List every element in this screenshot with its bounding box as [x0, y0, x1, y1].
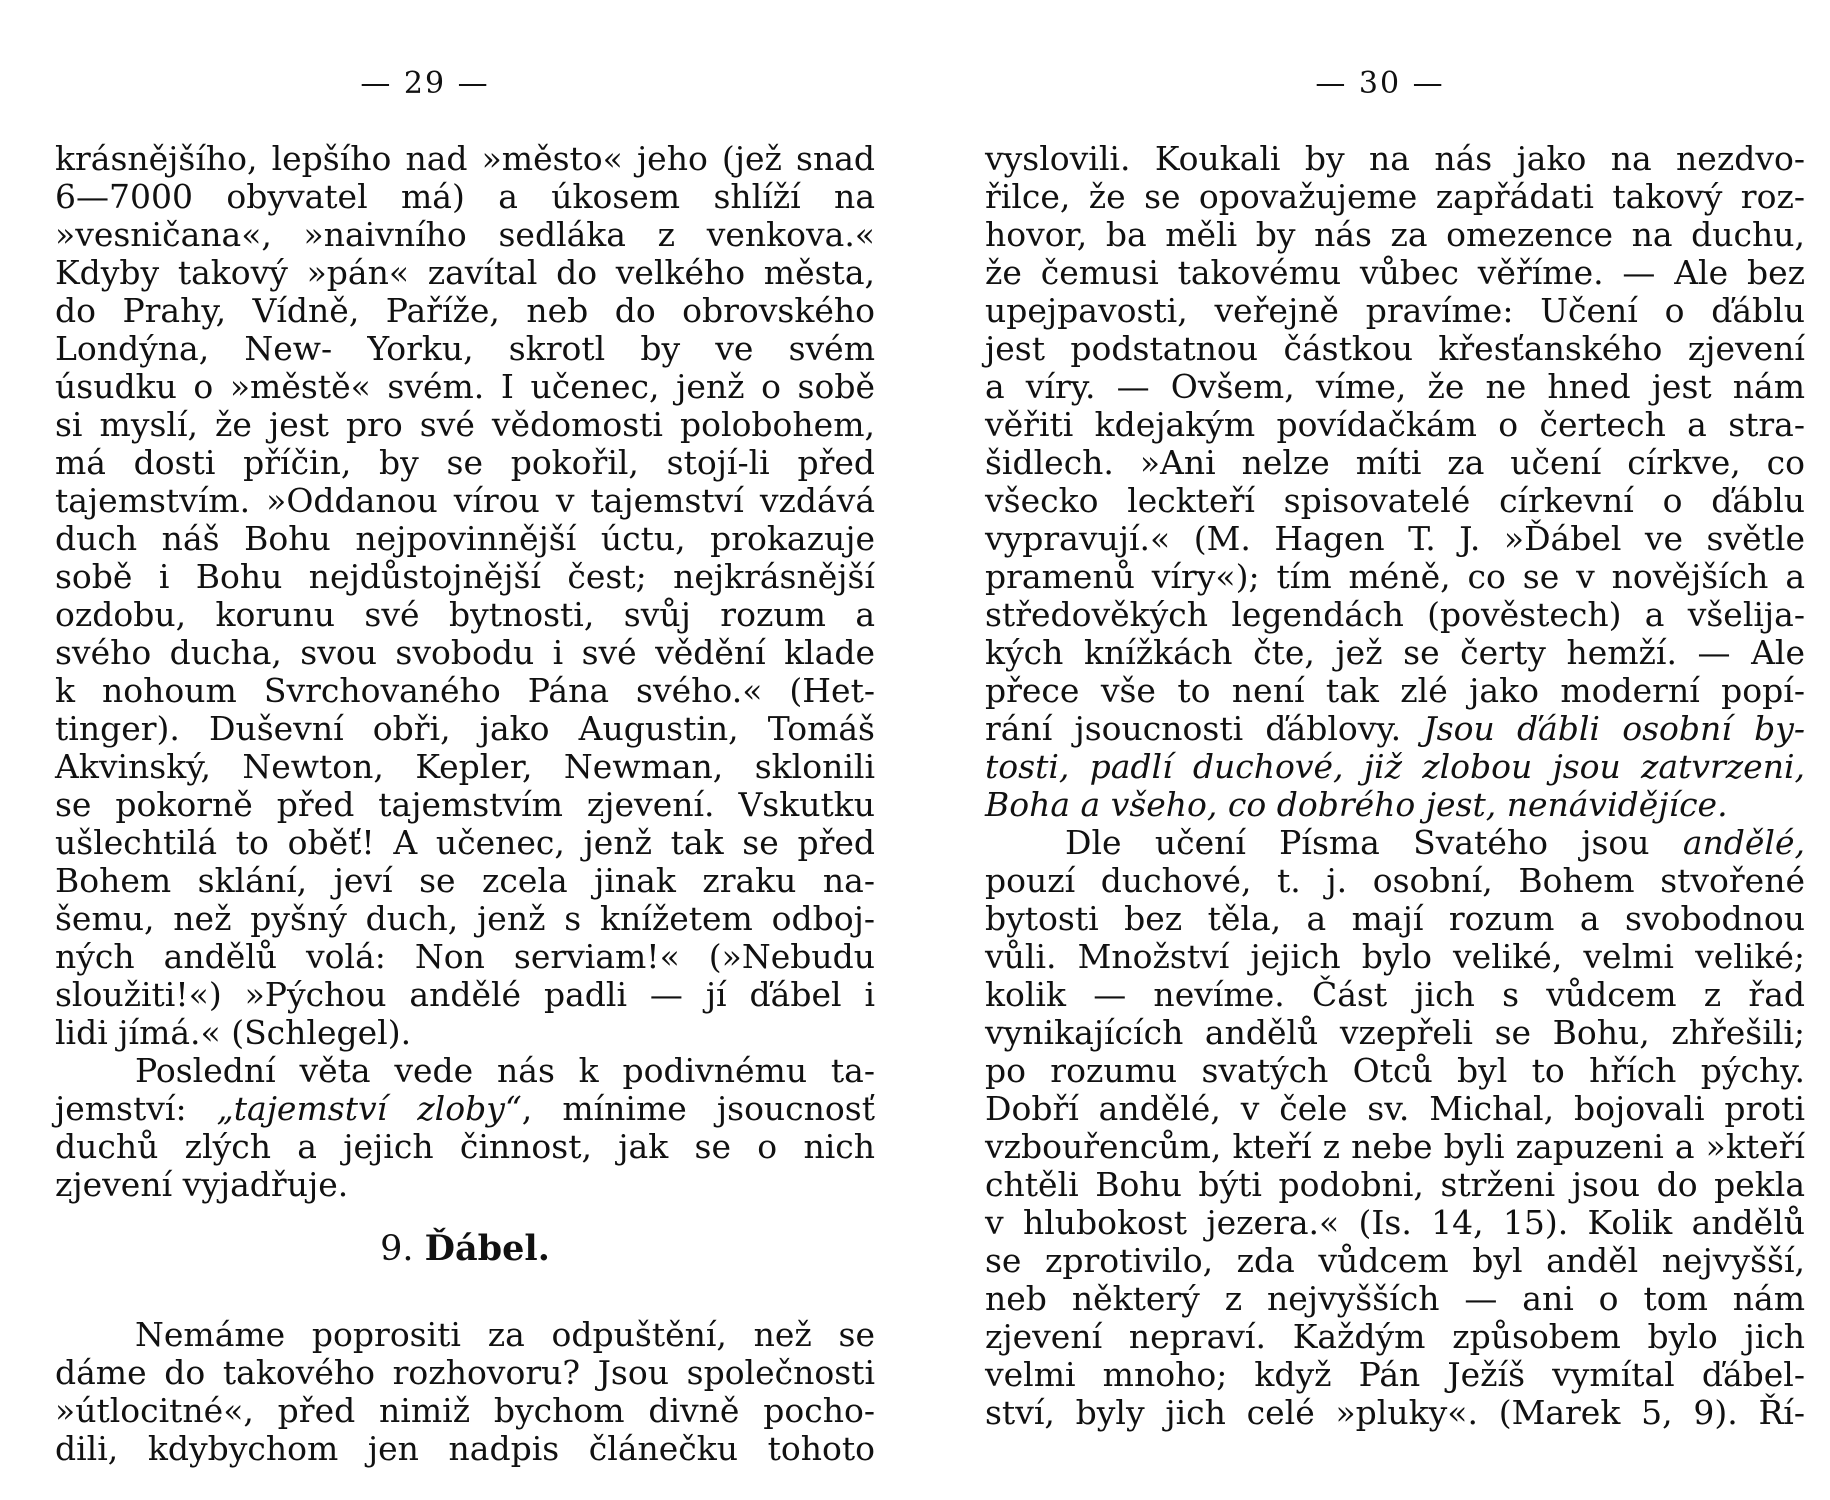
text-line: jest podstatnou částkou křesťanského zjevení: [985, 329, 1805, 368]
text-line: »vesničana«, »naivního sedláka z venkova.«: [55, 215, 875, 254]
text-line: [985, 824, 1805, 862]
italic-emphasis: Boha a všeho, co dobrého jest, nenávidějíce.: [985, 785, 1728, 824]
text-line: tinger). Duševní obři, jako Augustin, Tomáš: [55, 709, 875, 748]
text-line: se zprotivilo, zda vůdcem byl anděl nejvyšší,: [985, 1241, 1805, 1280]
text-span: jemství:: [55, 1089, 217, 1128]
text-line: si myslí, že jest pro své vědomosti polobohem,: [55, 405, 875, 444]
text-line: vypravují.« (M. Hagen T. J. »Ďábel ve světle: [985, 519, 1805, 558]
text-line: se pokorně před tajemstvím zjevení. Vskutku: [55, 785, 875, 824]
heading-number: 9.: [380, 1229, 414, 1269]
text-span: Dle učení Písma Svatého jsou: [1065, 823, 1683, 862]
text-line: Londýna, New- Yorku, skrotl by ve svém: [55, 329, 875, 368]
text-line: ozdobu, korunu své bytnosti, svůj rozum a: [55, 595, 875, 634]
text-line: kolik — nevíme. Část jich s vůdcem z řad: [985, 975, 1805, 1014]
text-line: po rozumu svatých Otců byl to hřích pýchy.: [985, 1051, 1805, 1090]
text-line: vzbouřencům, kteří z nebe byli zapuzeni a »kteří: [985, 1127, 1805, 1166]
spacer: [55, 1294, 875, 1316]
text-line: »útlocitné«, před nimiž bychom divně pocho-: [55, 1391, 875, 1430]
left-page-text: [55, 140, 875, 1468]
text-line: neb některý z nejvyšších — ani o tom nám: [985, 1279, 1805, 1318]
text-line: ství, byly jich celé »pluky«. (Marek 5, 9). Ří-: [985, 1393, 1805, 1432]
text-line: Nemáme poprositi za odpuštění, než se: [135, 1315, 875, 1354]
text-line: krásnějšího, lepšího nad »město« jeho (jež snad: [55, 139, 875, 178]
text-line: vyslovili. Koukali by na nás jako na nezdvo-: [985, 139, 1805, 178]
text-line: Poslední věta vede nás k podivnému ta-: [135, 1051, 875, 1090]
text-line: přece vše to není tak zlé jako moderní popí-: [985, 671, 1805, 710]
text-line: a víry. — Ovšem, víme, že ne hned jest nám: [985, 367, 1805, 406]
text-line: Akvinský, Newton, Kepler, Newman, sklonili: [55, 747, 875, 786]
text-line: zjevení nepraví. Každým způsobem bylo jich: [985, 1317, 1805, 1356]
text-line: dáme do takového rozhovoru? Jsou společnosti: [55, 1353, 875, 1392]
text-line: že čemusi takovému vůbec věříme. — Ale bez: [985, 253, 1805, 292]
text-line: Kdyby takový »pán« zavítal do velkého města,: [55, 253, 875, 292]
text-line: do Prahy, Vídně, Paříže, neb do obrovského: [55, 291, 875, 330]
text-line: duch náš Bohu nejpovinnější úctu, prokazuje: [55, 519, 875, 558]
text-line: ušlechtilá to oběť! A učenec, jenž tak se před: [55, 823, 875, 862]
italic-emphasis: tosti, padlí duchové, již zlobou jsou zatvrzeni,: [985, 747, 1805, 786]
page-number-right: — 30 —: [1315, 66, 1445, 101]
text-line: svého ducha, svou svobodu i své vědění klade: [55, 633, 875, 672]
text-line: [985, 748, 1805, 786]
text-line: [55, 1090, 875, 1128]
text-line: řilce, že se opovažujeme zapřádati takový roz-: [985, 177, 1805, 216]
text-line: věřiti kdejakým povídačkám o čertech a stra-: [985, 405, 1805, 444]
text-line: upejpavosti, veřejně pravíme: Učení o ďáblu: [985, 291, 1805, 330]
text-line: dili, kdybychom jen nadpis článečku tohoto: [55, 1429, 875, 1468]
text-line: sloužiti!«) »Pýchou andělé padli — jí ďábel i: [55, 975, 875, 1014]
text-line: [985, 710, 1805, 748]
text-span: rání jsoucnosti ďáblovy.: [985, 709, 1424, 748]
text-line: úsudku o »městě« svém. I učenec, jenž o sobě: [55, 367, 875, 406]
text-line: hovor, ba měli by nás za omezence na duchu,: [985, 215, 1805, 254]
text-line: šidlech. »Ani nelze míti za učení církve, co: [985, 443, 1805, 482]
text-line: k nohoum Svrchovaného Pána svého.« (Het-: [55, 671, 875, 710]
section-heading: [55, 1204, 875, 1294]
text-line: lidi jímá.« (Schlegel).: [55, 1013, 412, 1052]
text-line: sobě i Bohu nejdůstojnější čest; nejkrásnější: [55, 557, 875, 596]
text-line: 6—7000 obyvatel má) a úkosem shlíží na: [55, 177, 875, 216]
text-line: bytosti bez těla, a mají rozum a svobodnou: [985, 899, 1805, 938]
text-line: duchů zlých a jejich činnost, jak se o nich: [55, 1127, 875, 1166]
italic-emphasis: Jsou ďábli osobní by-: [1423, 709, 1806, 748]
text-line: středověkých legendách (pověstech) a všelija-: [985, 595, 1805, 634]
heading-title: Ďábel.: [424, 1228, 550, 1269]
text-line: Bohem sklání, jeví se zcela jinak zraku na-: [55, 861, 875, 900]
page-number-left: — 29 —: [360, 66, 490, 101]
text-line: tajemstvím. »Oddanou vírou v tajemství vzdává: [55, 481, 875, 520]
text-line: vynikajících andělů vzepřeli se Bohu, zhřešili;: [985, 1013, 1805, 1052]
text-line: pramenů víry«); tím méně, co se v novějších a: [985, 557, 1805, 596]
text-line: ných andělů volá: Non serviam!« (»Nebudu: [55, 937, 875, 976]
text-line: [985, 786, 1805, 824]
text-line: v hlubokost jezera.« (Is. 14, 15). Kolik andělů: [985, 1203, 1805, 1242]
text-span: , mínime jsoucnosť: [521, 1089, 875, 1128]
text-line: šemu, než pyšný duch, jenž s knížetem odboj-: [55, 899, 875, 938]
italic-emphasis: andělé,: [1682, 823, 1805, 862]
text-line: Dobří andělé, v čele sv. Michal, bojovali proti: [985, 1089, 1805, 1128]
italic-emphasis: „tajemství zloby“: [216, 1089, 522, 1128]
right-page-text: [985, 140, 1805, 1432]
text-line: chtěli Bohu býti podobni, strženi jsou do pekla: [985, 1165, 1805, 1204]
text-line: vůli. Množství jejich bylo veliké, velmi veliké;: [985, 937, 1805, 976]
text-line: pouzí duchové, t. j. osobní, Bohem stvořené: [985, 861, 1805, 900]
text-line: všecko leckteří spisovatelé církevní o ďáblu: [985, 481, 1805, 520]
text-line: má dosti příčin, by se pokořil, stojí-li před: [55, 443, 875, 482]
text-line: zjevení vyjadřuje.: [55, 1165, 349, 1204]
text-line: velmi mnoho; když Pán Ježíš vymítal ďábel-: [985, 1355, 1805, 1394]
text-line: kých knížkách čte, jež se čerty hemží. — Ale: [985, 633, 1805, 672]
